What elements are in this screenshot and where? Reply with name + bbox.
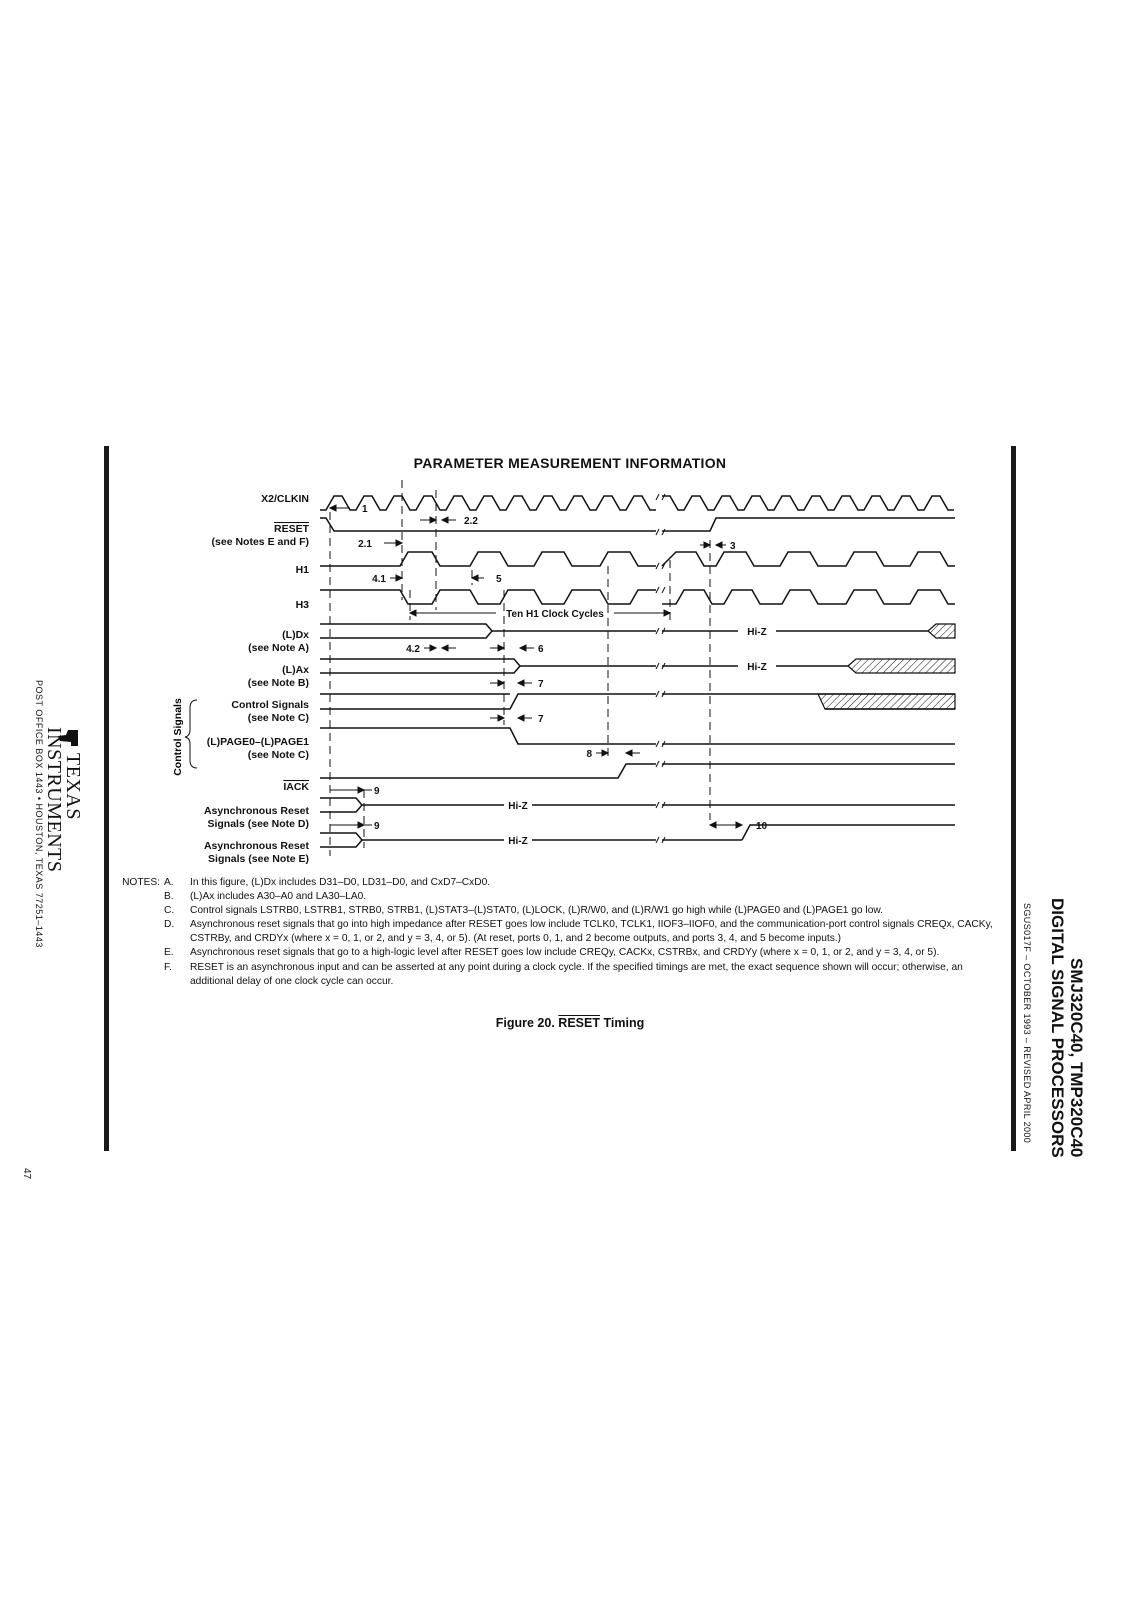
signal-label-async-d: Asynchronous Reset [203,805,309,817]
signal-label-lax: (L)Ax [282,664,309,676]
waveform-iack [320,764,656,778]
signal-label-control: Control Signals [231,699,309,711]
hatch-lax [848,659,955,673]
signal-note-async-d: Signals (see Note D) [207,818,309,830]
page-number: 47 [21,1168,32,1180]
notes-label: NOTES: [122,877,160,888]
product-title: SMJ320C40, TMP320C40 [1067,958,1086,1158]
hiz-lax: Hi-Z [747,662,767,673]
note-item-f: F. RESET is an asynchronous input and can be asserted at any point during a clock cycle. If the specified timings are met, the exact sequence shown will occur; otherwise, an additional delay of one clock cycle can occur. [164,961,963,987]
note-item-d: D. Asynchronous reset signals that go into high impedance after RESET goes low include TCLK0, TCLK1, IIOF3–IIOF0, and the communication-port control signals CREQx, CACKy, CSTRBy, and CRDYx (where x = 0, 1, or 2, and y = 3, 4, or 5). (At reset, ports 0, 1, and 2 become outputs, and ports 3, 4, and 5 become inputs.) [164,919,993,945]
figure-caption-signal: RESET [558,1016,600,1030]
waveform-x2clkin [320,496,656,510]
note-item-b: B. (L)Ax includes A30–A0 and LA30–LA0. [164,891,367,903]
hatch-ldx [928,624,955,638]
signal-label-lpage: (L)PAGE0–(L)PAGE1 [206,736,309,748]
waveform-lax [320,659,520,673]
timing-6: 6 [538,644,544,655]
timing-8: 8 [586,749,592,760]
note-item-a: NOTES: A. In this figure, (L)Dx includes D31–D0, LD31–D0, and CxD7–CxD0. [122,877,491,888]
timing-2-1: 2.1 [358,539,372,550]
waveform-async-e-high [742,825,955,840]
hiz-async-d: Hi-Z [508,801,528,812]
hiz-async-e: Hi-Z [508,836,528,847]
signal-label-ldx: (L)Dx [282,629,309,641]
waveform-async-e [320,833,362,847]
signal-labels [204,493,310,865]
timing-9b: 9 [374,821,380,832]
signal-label-async-e: Asynchronous Reset [203,840,309,852]
hiz-ldx: Hi-Z [747,627,767,638]
address-line: POST OFFICE BOX 1443 • HOUSTON, TEXAS 77251–1443 [34,680,44,948]
figure-caption-suffix: Timing [603,1016,645,1030]
waveform-h3 [320,590,656,604]
group-label-control-signals: Control Signals [172,698,184,776]
waveform-h3-2 [662,590,955,604]
signal-note-lpage: (see Note C) [247,749,309,761]
timing-7b: 7 [538,714,544,725]
company-name-line1: TEXAS [62,753,84,820]
company-name-line2: INSTRUMENTS [43,727,65,873]
waveform-control-low [320,694,656,709]
document-id: SGUS017F – OCTOBER 1993 – REVISED APRIL 2000 [1022,903,1032,1144]
waveform-reset [320,518,656,531]
hatch-control [818,694,955,709]
group-bracket [185,700,197,768]
break-marks [656,494,665,843]
signal-label-h3: H3 [295,599,309,611]
timing-10: 10 [756,821,768,832]
note-item-e: E. Asynchronous reset signals that go to a high-logic level after RESET goes low include CREQy, CACKx, CSTRBx, and CRDYy (where x = 0, 1, or 2, and y = 3, 4, or 5). [164,947,940,959]
product-subtitle: DIGITAL SIGNAL PROCESSORS [1048,898,1067,1158]
signal-label-iack: IACK [283,781,309,793]
waveform-x2clkin-2 [662,496,954,510]
waveform-h1-2 [662,552,955,566]
signal-note-async-e: Signals (see Note E) [208,853,309,865]
signal-label-h1: H1 [295,564,309,576]
timing-5: 5 [496,574,502,585]
waveform-lpage [320,728,656,744]
page-title: PARAMETER MEASUREMENT INFORMATION [413,455,727,471]
timing-1: 1 [362,504,368,515]
waveform-async-d [320,798,362,812]
signal-note-reset: (see Notes E and F) [211,536,309,548]
timing-7a: 7 [538,679,544,690]
figure-caption [300,1016,840,1030]
signal-note-ldx: (see Note A) [248,642,309,654]
figure-caption-prefix: Figure 20. [495,1016,555,1030]
signal-note-lax: (see Note B) [247,677,309,689]
notes-section [118,876,998,989]
waveform-reset-2 [662,518,955,531]
signal-note-control: (see Note C) [247,712,309,724]
signal-label-reset: RESET [273,523,309,535]
timing-3: 3 [730,541,736,552]
signal-label-x2clkin: X2/CLKIN [261,493,309,505]
ten-cycles-label: Ten H1 Clock Cycles [506,609,604,620]
timing-9a: 9 [374,786,380,797]
timing-2-2: 2.2 [464,516,478,527]
timing-4-2: 4.2 [406,644,420,655]
waveform-ldx [320,624,492,638]
timing-4-1: 4.1 [372,574,386,585]
waveform-h1 [320,552,656,566]
note-item-c: C. Control signals LSTRB0, LSTRB1, STRB0, STRB1, (L)STAT3–(L)STAT0, (L)LOCK, (L)R/W0, and (L)R/W1 go high while (L)PAGE0 and (L)PAGE1 go low. [164,905,883,917]
